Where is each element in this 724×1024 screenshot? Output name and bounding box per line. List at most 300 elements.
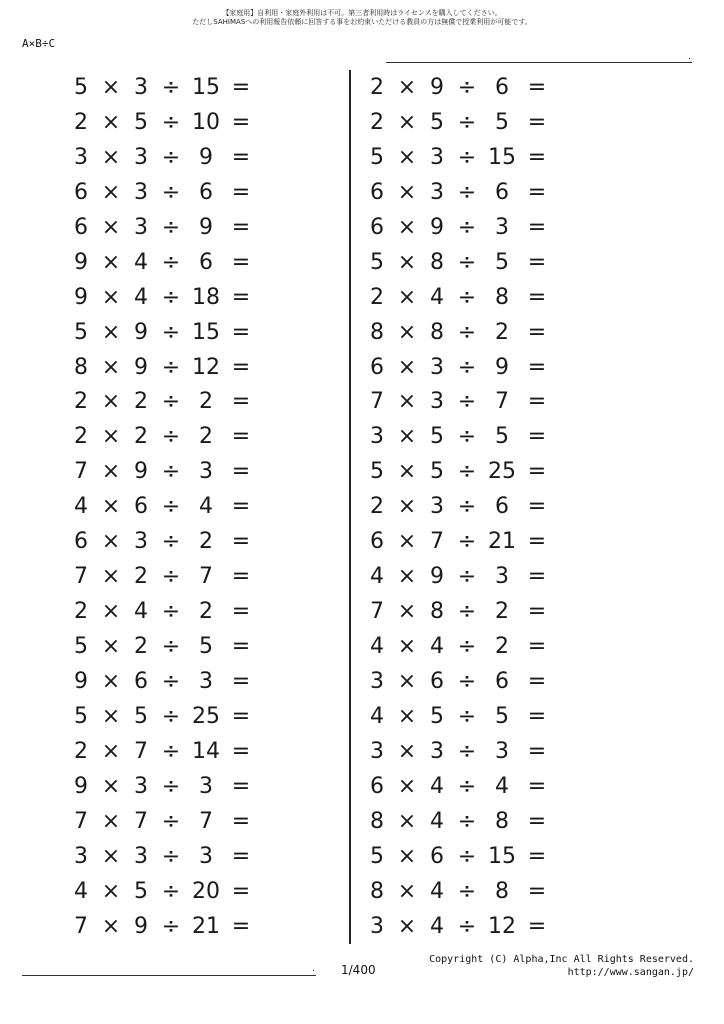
operand-a: 2 — [370, 109, 384, 135]
divide-sign: ÷ — [457, 179, 477, 205]
divide-sign: ÷ — [457, 878, 477, 904]
times-sign: × — [397, 843, 417, 869]
score-line-dot: . — [312, 964, 315, 974]
divide-sign: ÷ — [457, 109, 477, 135]
times-sign: × — [397, 389, 417, 415]
divide-sign: ÷ — [161, 529, 181, 555]
operand-b: 6 — [134, 668, 148, 694]
operand-a: 5 — [370, 843, 384, 869]
equals-sign: = — [527, 214, 547, 240]
column-divider — [349, 70, 351, 944]
operand-a: 6 — [74, 529, 88, 555]
operand-a: 6 — [74, 214, 88, 240]
operand-b: 6 — [430, 843, 444, 869]
times-sign: × — [101, 843, 121, 869]
operand-b: 9 — [134, 354, 148, 380]
operand-c: 3 — [199, 773, 213, 799]
divide-sign: ÷ — [457, 634, 477, 659]
equals-sign: = — [231, 424, 251, 450]
times-sign: × — [397, 773, 417, 799]
operand-a: 7 — [370, 389, 384, 415]
equals-sign: = — [231, 109, 251, 135]
equals-sign: = — [231, 389, 251, 415]
operand-a: 2 — [370, 494, 384, 520]
operand-b: 3 — [134, 773, 148, 799]
equals-sign: = — [231, 599, 251, 625]
equals-sign: = — [231, 634, 251, 659]
equals-sign: = — [527, 843, 547, 869]
operand-a: 9 — [74, 249, 88, 275]
times-sign: × — [101, 808, 121, 834]
times-sign: × — [397, 179, 417, 205]
divide-sign: ÷ — [457, 494, 477, 520]
operand-c: 25 — [488, 459, 516, 485]
operand-a: 5 — [370, 144, 384, 170]
divide-sign: ÷ — [161, 389, 181, 415]
operand-b: 9 — [134, 319, 148, 345]
equals-sign: = — [231, 878, 251, 904]
operand-c: 21 — [488, 529, 516, 555]
operand-a: 3 — [370, 913, 384, 939]
times-sign: × — [397, 703, 417, 729]
operand-b: 3 — [134, 144, 148, 170]
times-sign: × — [101, 494, 121, 520]
equals-sign: = — [527, 354, 547, 380]
operand-b: 5 — [430, 424, 444, 450]
divide-sign: ÷ — [161, 494, 181, 520]
operand-a: 2 — [370, 75, 384, 100]
equals-sign: = — [527, 738, 547, 764]
equals-sign: = — [527, 703, 547, 729]
operand-a: 9 — [74, 773, 88, 799]
operand-a: 3 — [370, 738, 384, 764]
equals-sign: = — [527, 668, 547, 694]
operand-b: 7 — [134, 808, 148, 834]
operand-b: 4 — [430, 913, 444, 939]
equals-sign: = — [527, 144, 547, 170]
times-sign: × — [101, 389, 121, 415]
operand-b: 4 — [430, 284, 444, 310]
copyright-block — [429, 953, 694, 979]
operand-b: 3 — [430, 738, 444, 764]
divide-sign: ÷ — [457, 599, 477, 625]
equals-sign: = — [231, 459, 251, 485]
operand-a: 8 — [370, 808, 384, 834]
copyright-text: Copyright (C) Alpha,Inc All Rights Reserved. — [429, 954, 694, 965]
operand-a: 5 — [74, 634, 88, 659]
times-sign: × — [101, 529, 121, 555]
divide-sign: ÷ — [161, 703, 181, 729]
operand-b: 3 — [134, 179, 148, 205]
times-sign: × — [397, 144, 417, 170]
operand-a: 2 — [74, 599, 88, 625]
operand-b: 4 — [430, 634, 444, 659]
operand-c: 9 — [199, 144, 213, 170]
divide-sign: ÷ — [457, 773, 477, 799]
equals-sign: = — [231, 843, 251, 869]
operand-a: 9 — [74, 668, 88, 694]
operand-a: 4 — [74, 494, 88, 520]
operand-a: 5 — [370, 249, 384, 275]
operand-b: 9 — [134, 913, 148, 939]
equals-sign: = — [527, 599, 547, 625]
equals-sign: = — [527, 564, 547, 590]
operand-a: 7 — [370, 599, 384, 625]
operand-c: 3 — [199, 843, 213, 869]
divide-sign: ÷ — [457, 144, 477, 170]
operand-a: 5 — [74, 319, 88, 345]
operand-a: 8 — [370, 319, 384, 345]
operand-a: 6 — [370, 214, 384, 240]
operand-b: 2 — [134, 564, 148, 590]
operand-a: 4 — [370, 634, 384, 659]
times-sign: × — [101, 703, 121, 729]
operand-b: 4 — [134, 249, 148, 275]
operand-a: 4 — [370, 703, 384, 729]
times-sign: × — [397, 529, 417, 555]
divide-sign: ÷ — [161, 913, 181, 939]
times-sign: × — [397, 284, 417, 310]
operand-c: 18 — [192, 284, 220, 310]
divide-sign: ÷ — [161, 144, 181, 170]
operand-a: 2 — [74, 738, 88, 764]
operand-c: 4 — [495, 773, 509, 799]
operand-c: 8 — [495, 878, 509, 904]
operand-c: 3 — [199, 668, 213, 694]
operand-b: 4 — [430, 878, 444, 904]
divide-sign: ÷ — [457, 843, 477, 869]
equals-sign: = — [527, 634, 547, 659]
equals-sign: = — [231, 284, 251, 310]
operand-c: 25 — [192, 703, 220, 729]
divide-sign: ÷ — [457, 75, 477, 100]
divide-sign: ÷ — [161, 249, 181, 275]
equals-sign: = — [231, 319, 251, 345]
operand-a: 3 — [74, 843, 88, 869]
operand-c: 8 — [495, 284, 509, 310]
equals-sign: = — [527, 179, 547, 205]
operand-b: 3 — [134, 75, 148, 100]
operand-b: 4 — [430, 808, 444, 834]
operand-c: 6 — [495, 668, 509, 694]
divide-sign: ÷ — [457, 529, 477, 555]
times-sign: × — [397, 599, 417, 625]
equals-sign: = — [527, 284, 547, 310]
divide-sign: ÷ — [161, 738, 181, 764]
divide-sign: ÷ — [457, 459, 477, 485]
divide-sign: ÷ — [161, 319, 181, 345]
equals-sign: = — [231, 773, 251, 799]
operand-a: 8 — [370, 878, 384, 904]
operand-a: 6 — [370, 773, 384, 799]
times-sign: × — [397, 668, 417, 694]
operand-c: 2 — [199, 424, 213, 450]
operand-a: 5 — [370, 459, 384, 485]
operand-b: 7 — [430, 529, 444, 555]
website-link[interactable]: http://www.sangan.jp/ — [567, 967, 694, 978]
operand-c: 2 — [199, 389, 213, 415]
operand-a: 4 — [370, 564, 384, 590]
times-sign: × — [101, 284, 121, 310]
equals-sign: = — [527, 75, 547, 100]
operand-a: 6 — [74, 179, 88, 205]
times-sign: × — [397, 319, 417, 345]
times-sign: × — [397, 634, 417, 659]
times-sign: × — [101, 109, 121, 135]
equals-sign: = — [231, 703, 251, 729]
equals-sign: = — [231, 913, 251, 939]
operand-c: 4 — [199, 494, 213, 520]
equals-sign: = — [231, 564, 251, 590]
times-sign: × — [101, 773, 121, 799]
times-sign: × — [101, 214, 121, 240]
divide-sign: ÷ — [161, 109, 181, 135]
times-sign: × — [101, 179, 121, 205]
operand-c: 8 — [495, 808, 509, 834]
divide-sign: ÷ — [457, 389, 477, 415]
times-sign: × — [397, 354, 417, 380]
operand-a: 8 — [74, 354, 88, 380]
operand-c: 2 — [495, 319, 509, 345]
divide-sign: ÷ — [457, 564, 477, 590]
operand-c: 9 — [199, 214, 213, 240]
equals-sign: = — [231, 179, 251, 205]
operand-c: 7 — [199, 808, 213, 834]
operand-b: 5 — [134, 878, 148, 904]
operand-c: 2 — [199, 529, 213, 555]
operand-c: 5 — [495, 109, 509, 135]
divide-sign: ÷ — [161, 214, 181, 240]
divide-sign: ÷ — [161, 843, 181, 869]
operand-b: 3 — [430, 354, 444, 380]
times-sign: × — [397, 109, 417, 135]
operand-b: 4 — [134, 599, 148, 625]
operand-c: 5 — [199, 634, 213, 659]
equals-sign: = — [231, 249, 251, 275]
times-sign: × — [101, 564, 121, 590]
times-sign: × — [101, 459, 121, 485]
operand-b: 9 — [430, 75, 444, 100]
operand-a: 3 — [370, 424, 384, 450]
operand-c: 15 — [192, 75, 220, 100]
equals-sign: = — [527, 459, 547, 485]
divide-sign: ÷ — [457, 808, 477, 834]
operand-b: 9 — [430, 214, 444, 240]
equals-sign: = — [231, 529, 251, 555]
divide-sign: ÷ — [457, 703, 477, 729]
operand-a: 6 — [370, 179, 384, 205]
operand-c: 14 — [192, 738, 220, 764]
worksheet-title: A×B÷C — [22, 37, 56, 50]
operand-b: 6 — [430, 668, 444, 694]
operand-c: 15 — [192, 319, 220, 345]
operand-c: 7 — [495, 389, 509, 415]
divide-sign: ÷ — [161, 179, 181, 205]
operand-b: 3 — [430, 389, 444, 415]
operand-c: 5 — [495, 424, 509, 450]
operand-c: 15 — [488, 144, 516, 170]
equals-sign: = — [231, 668, 251, 694]
times-sign: × — [397, 459, 417, 485]
equals-sign: = — [231, 144, 251, 170]
operand-a: 4 — [74, 878, 88, 904]
operand-b: 8 — [430, 319, 444, 345]
divide-sign: ÷ — [161, 564, 181, 590]
operand-a: 3 — [370, 668, 384, 694]
operand-c: 5 — [495, 249, 509, 275]
operand-b: 5 — [430, 703, 444, 729]
times-sign: × — [397, 913, 417, 939]
times-sign: × — [397, 808, 417, 834]
operand-b: 3 — [134, 843, 148, 869]
operand-b: 6 — [134, 494, 148, 520]
operand-a: 9 — [74, 284, 88, 310]
divide-sign: ÷ — [457, 214, 477, 240]
times-sign: × — [397, 214, 417, 240]
times-sign: × — [101, 878, 121, 904]
equals-sign: = — [527, 913, 547, 939]
operand-b: 8 — [430, 249, 444, 275]
divide-sign: ÷ — [457, 424, 477, 450]
equals-sign: = — [231, 808, 251, 834]
operand-c: 12 — [192, 354, 220, 380]
equals-sign: = — [527, 424, 547, 450]
operand-a: 6 — [370, 354, 384, 380]
operand-b: 3 — [430, 144, 444, 170]
operand-b: 3 — [430, 179, 444, 205]
divide-sign: ÷ — [161, 599, 181, 625]
divide-sign: ÷ — [457, 319, 477, 345]
divide-sign: ÷ — [161, 354, 181, 380]
divide-sign: ÷ — [457, 913, 477, 939]
operand-b: 2 — [134, 389, 148, 415]
operand-c: 15 — [488, 843, 516, 869]
operand-c: 3 — [495, 214, 509, 240]
times-sign: × — [101, 913, 121, 939]
operand-b: 9 — [430, 564, 444, 590]
operand-a: 7 — [74, 564, 88, 590]
times-sign: × — [397, 494, 417, 520]
operand-c: 3 — [495, 564, 509, 590]
equals-sign: = — [231, 75, 251, 100]
divide-sign: ÷ — [161, 878, 181, 904]
operand-a: 2 — [370, 284, 384, 310]
operand-c: 6 — [495, 494, 509, 520]
operand-b: 7 — [134, 738, 148, 764]
operand-c: 2 — [495, 634, 509, 659]
equals-sign: = — [527, 529, 547, 555]
operand-a: 6 — [370, 529, 384, 555]
equals-sign: = — [527, 109, 547, 135]
divide-sign: ÷ — [161, 284, 181, 310]
divide-sign: ÷ — [457, 354, 477, 380]
operand-b: 2 — [134, 634, 148, 659]
operand-b: 9 — [134, 459, 148, 485]
times-sign: × — [101, 668, 121, 694]
equals-sign: = — [527, 773, 547, 799]
operand-c: 21 — [192, 913, 220, 939]
operand-a: 5 — [74, 75, 88, 100]
equals-sign: = — [231, 214, 251, 240]
operand-b: 3 — [430, 494, 444, 520]
operand-c: 6 — [199, 179, 213, 205]
operand-b: 3 — [134, 529, 148, 555]
equals-sign: = — [231, 494, 251, 520]
operand-a: 5 — [74, 703, 88, 729]
operand-c: 2 — [199, 599, 213, 625]
operand-b: 5 — [134, 109, 148, 135]
divide-sign: ÷ — [161, 808, 181, 834]
operand-a: 2 — [74, 109, 88, 135]
operand-c: 20 — [192, 878, 220, 904]
times-sign: × — [101, 599, 121, 625]
operand-c: 7 — [199, 564, 213, 590]
equals-sign: = — [527, 389, 547, 415]
operand-c: 12 — [488, 913, 516, 939]
times-sign: × — [397, 75, 417, 100]
times-sign: × — [397, 564, 417, 590]
operand-a: 3 — [74, 144, 88, 170]
times-sign: × — [101, 424, 121, 450]
operand-a: 7 — [74, 913, 88, 939]
operand-c: 9 — [495, 354, 509, 380]
operand-c: 3 — [495, 738, 509, 764]
operand-b: 4 — [134, 284, 148, 310]
operand-b: 2 — [134, 424, 148, 450]
operand-b: 3 — [134, 214, 148, 240]
operand-b: 5 — [134, 703, 148, 729]
equals-sign: = — [527, 494, 547, 520]
times-sign: × — [101, 319, 121, 345]
times-sign: × — [397, 249, 417, 275]
name-line-dot: . — [688, 52, 691, 62]
divide-sign: ÷ — [457, 284, 477, 310]
operand-c: 2 — [495, 599, 509, 625]
times-sign: × — [101, 249, 121, 275]
equals-sign: = — [527, 878, 547, 904]
operand-c: 3 — [199, 459, 213, 485]
operand-a: 7 — [74, 808, 88, 834]
equals-sign: = — [527, 249, 547, 275]
score-write-line — [22, 975, 316, 976]
operand-b: 5 — [430, 109, 444, 135]
times-sign: × — [101, 75, 121, 100]
operand-b: 8 — [430, 599, 444, 625]
divide-sign: ÷ — [161, 459, 181, 485]
operand-a: 7 — [74, 459, 88, 485]
divide-sign: ÷ — [457, 668, 477, 694]
divide-sign: ÷ — [457, 249, 477, 275]
divide-sign: ÷ — [161, 424, 181, 450]
operand-c: 6 — [495, 75, 509, 100]
times-sign: × — [397, 738, 417, 764]
name-write-line — [386, 62, 692, 63]
divide-sign: ÷ — [161, 75, 181, 100]
divide-sign: ÷ — [457, 738, 477, 764]
operand-c: 5 — [495, 703, 509, 729]
times-sign: × — [397, 424, 417, 450]
equals-sign: = — [231, 738, 251, 764]
times-sign: × — [101, 634, 121, 659]
divide-sign: ÷ — [161, 773, 181, 799]
times-sign: × — [397, 878, 417, 904]
operand-c: 6 — [199, 249, 213, 275]
equals-sign: = — [527, 319, 547, 345]
operand-a: 2 — [74, 389, 88, 415]
divide-sign: ÷ — [161, 668, 181, 694]
operand-b: 5 — [430, 459, 444, 485]
equals-sign: = — [527, 808, 547, 834]
